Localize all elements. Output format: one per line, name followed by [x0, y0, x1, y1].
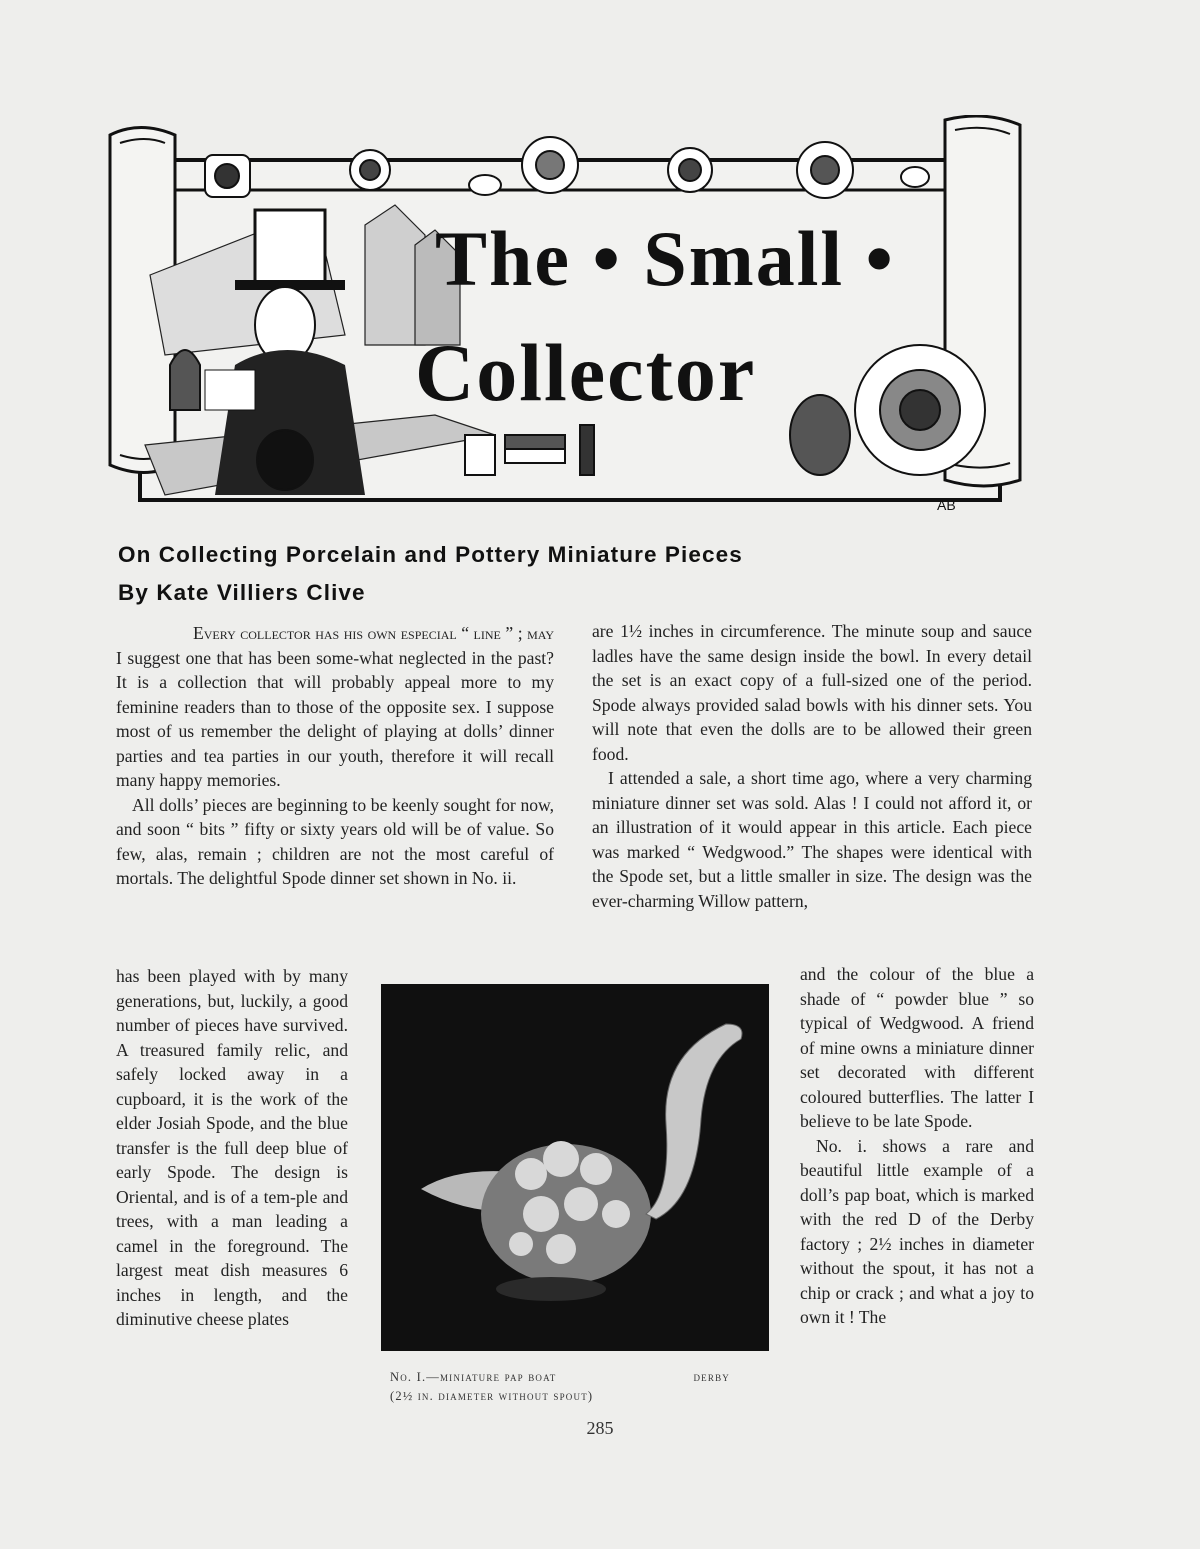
paragraph: No. i. shows a rare and beautiful little example of a doll’s pap boat, which is marked with the red D of the Derby factory ; 2½ inches in diameter without the spout, it has not a chip or crack ; and what a joy to own it ! The	[800, 1135, 1034, 1327]
paragraph: and the colour of the blue a shade of “ powder blue ” so typical of Wedgwood. A friend of mine owns a miniature dinner set decorated with different coloured butterflies. The latter I believe to be late Spode.	[800, 964, 1034, 1131]
column-left-top	[116, 621, 554, 891]
artist-monogram: AB	[937, 497, 956, 513]
pap-boat-photograph	[381, 984, 769, 1351]
header-banner-illustration	[105, 115, 1035, 515]
column-right-bottom	[800, 962, 1034, 1330]
paragraph: are 1½ inches in circumference. The minute soup and sauce ladles have the same design inside the bowl. In every detail the set is an exact copy of a full-sized one of the period. Spode always provided salad bowls with his dinner sets. You will note that even the dolls are to be allowed their green food.	[592, 621, 1032, 764]
article-byline: By Kate Villiers Clive	[118, 580, 366, 605]
article-headline	[118, 536, 1078, 612]
column-right-top	[592, 619, 1032, 913]
paragraph: All dolls’ pieces are beginning to be keenly sought for now, and soon “ bits ” fifty or sixty years old will be of value. So few, alas, remain ; children are not the most careful of mortals. The delightful Spode dinner set shown in No. ii.	[116, 794, 554, 888]
caption-maker: derby	[693, 1370, 730, 1384]
banner-title-line1: The • Small •	[435, 215, 895, 302]
column-left-bottom	[116, 964, 348, 1332]
page-number: 285	[586, 1418, 614, 1438]
paragraph: has been played with by many generations, but, luckily, a good number of pieces have survived. A treasured family relic, and safely locked away in a cupboard, it is the work of the elder Josiah Spode, and the blue transfer is the full deep blue of early Spode. The design is Oriental, and is of a tem-ple and trees, with a man leading a camel in the foreground. The largest meat dish measures 6 inches in length, and the diminutive cheese plates	[116, 966, 348, 1329]
caption-dimensions: (2½ in. diameter without spout)	[390, 1389, 594, 1403]
figure-caption	[390, 1368, 730, 1406]
caption-title: No. I.—miniature pap boat	[390, 1370, 557, 1384]
banner-title-line2: Collector	[415, 327, 757, 418]
paragraph: Every collector has his own especial “ line ” ; may I suggest one that has been some-what neglected in the past? It is a collection that will probably appeal more to my feminine readers than to those of the opposite sex. I suppose most of us remember the delight of playing at dolls’ dinner parties and tea parties in our youth, therefore it will recall many happy memories.	[116, 623, 554, 790]
paragraph: I attended a sale, a short time ago, where a very charming miniature dinner set was sold. Alas ! I could not afford it, or an illustration of it would appear in this article. Each piece was marked “ Wedgwood.” The shapes were identical with the Spode set, but a little smaller in size. The design was the ever-charming Willow pattern,	[592, 768, 1032, 911]
article-title: On Collecting Porcelain and Pottery Miniature Pieces	[118, 542, 743, 567]
